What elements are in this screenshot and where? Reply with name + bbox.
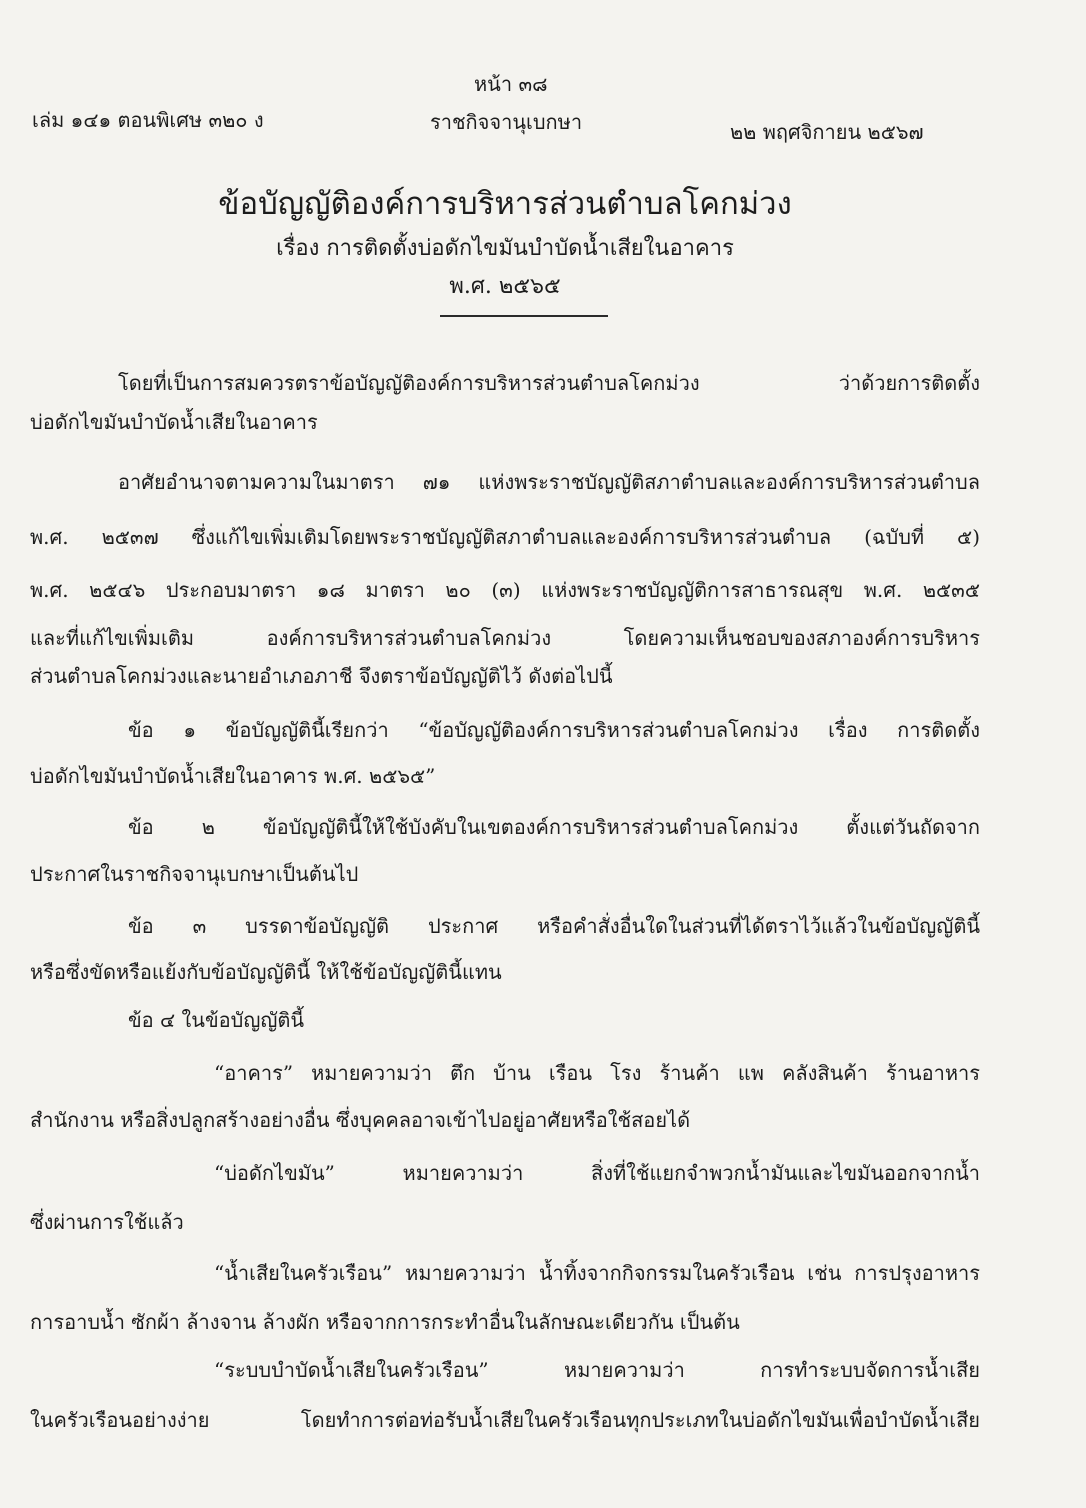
volume-info: เล่ม ๑๔๑ ตอนพิเศษ ๓๒๐ ง bbox=[32, 108, 264, 132]
title-subject: เรื่อง การติดตั้งบ่อดักไขมันบำบัดน้ำเสียในอาคาร bbox=[276, 236, 734, 261]
body-line: พ.ศ. ๒๕๓๗ ซึ่งแก้ไขเพิ่มเติมโดยพระราชบัญญัติสภาตำบลและองค์การบริหารส่วนตำบล (ฉบับที่ ๕) bbox=[30, 525, 980, 549]
body-line: ข้อ ๔ ในข้อบัญญัตินี้ bbox=[128, 1008, 305, 1032]
body-line: “ระบบบำบัดน้ำเสียในครัวเรือน” หมายความว่า การทำระบบจัดการน้ำเสีย bbox=[214, 1358, 980, 1382]
body-line: ซึ่งผ่านการใช้แล้ว bbox=[30, 1210, 184, 1234]
body-line: อาศัยอำนาจตามความในมาตรา ๗๑ แห่งพระราชบัญญัติสภาตำบลและองค์การบริหารส่วนตำบล bbox=[118, 470, 980, 494]
body-line: “อาคาร” หมายความว่า ตึก บ้าน เรือน โรง ร้านค้า แพ คลังสินค้า ร้านอาหาร bbox=[214, 1061, 980, 1085]
body-line: และที่แก้ไขเพิ่มเติม องค์การบริหารส่วนตำบลโคกม่วง โดยความเห็นชอบของสภาองค์การบริหาร bbox=[30, 626, 980, 650]
body-line: หรือซึ่งขัดหรือแย้งกับข้อบัญญัตินี้ ให้ใช้ข้อบัญญัตินี้แทน bbox=[30, 960, 502, 984]
body-line: บ่อดักไขมันบำบัดน้ำเสียในอาคาร พ.ศ. ๒๕๖๕” bbox=[30, 764, 436, 788]
gazette-name: ราชกิจจานุเบกษา bbox=[430, 110, 583, 134]
title-divider bbox=[440, 315, 608, 317]
page-title: ข้อบัญญัติองค์การบริหารส่วนตำบลโคกม่วง bbox=[218, 186, 792, 222]
page-number: หน้า ๓๘ bbox=[474, 72, 548, 96]
title-year: พ.ศ. ๒๕๖๕ bbox=[449, 274, 561, 299]
body-line: ในครัวเรือนอย่างง่าย โดยทำการต่อท่อรับน้ำเสียในครัวเรือนทุกประเภทในบ่อดักไขมันเพื่อบำบัดน้ำเสีย bbox=[30, 1408, 980, 1432]
body-line: “น้ำเสียในครัวเรือน” หมายความว่า น้ำทิ้งจากกิจกรรมในครัวเรือน เช่น การปรุงอาหาร bbox=[214, 1261, 980, 1285]
body-line: โดยที่เป็นการสมควรตราข้อบัญญัติองค์การบริหารส่วนตำบลโคกม่วง ว่าด้วยการติดตั้ง bbox=[118, 371, 980, 395]
body-line: พ.ศ. ๒๕๔๖ ประกอบมาตรา ๑๘ มาตรา ๒๐ (๓) แห่งพระราชบัญญัติการสาธารณสุข พ.ศ. ๒๕๓๕ bbox=[30, 578, 980, 602]
body-line: ข้อ ๑ ข้อบัญญัตินี้เรียกว่า “ข้อบัญญัติองค์การบริหารส่วนตำบลโคกม่วง เรื่อง การติดตั้ง bbox=[128, 718, 980, 742]
body-line: ข้อ ๓ บรรดาข้อบัญญัติ ประกาศ หรือคำสั่งอื่นใดในส่วนที่ได้ตราไว้แล้วในข้อบัญญัตินี้ bbox=[128, 914, 980, 938]
publish-date: ๒๒ พฤศจิกายน ๒๕๖๗ bbox=[730, 120, 924, 144]
body-line: บ่อดักไขมันบำบัดน้ำเสียในอาคาร bbox=[30, 410, 318, 434]
body-line: ประกาศในราชกิจจานุเบกษาเป็นต้นไป bbox=[30, 862, 359, 886]
body-line: ส่วนตำบลโคกม่วงและนายอำเภอภาชี จึงตราข้อบัญญัติไว้ ดังต่อไปนี้ bbox=[30, 664, 613, 688]
body-line: การอาบน้ำ ซักผ้า ล้างจาน ล้างผัก หรือจากการกระทำอื่นในลักษณะเดียวกัน เป็นต้น bbox=[30, 1310, 740, 1334]
body-line: สำนักงาน หรือสิ่งปลูกสร้างอย่างอื่น ซึ่งบุคคลอาจเข้าไปอยู่อาศัยหรือใช้สอยได้ bbox=[30, 1108, 691, 1132]
body-line: “บ่อดักไขมัน” หมายความว่า สิ่งที่ใช้แยกจำพวกน้ำมันและไขมันออกจากน้ำ bbox=[214, 1161, 980, 1185]
body-line: ข้อ ๒ ข้อบัญญัตินี้ให้ใช้บังคับในเขตองค์การบริหารส่วนตำบลโคกม่วง ตั้งแต่วันถัดจาก bbox=[128, 815, 980, 839]
